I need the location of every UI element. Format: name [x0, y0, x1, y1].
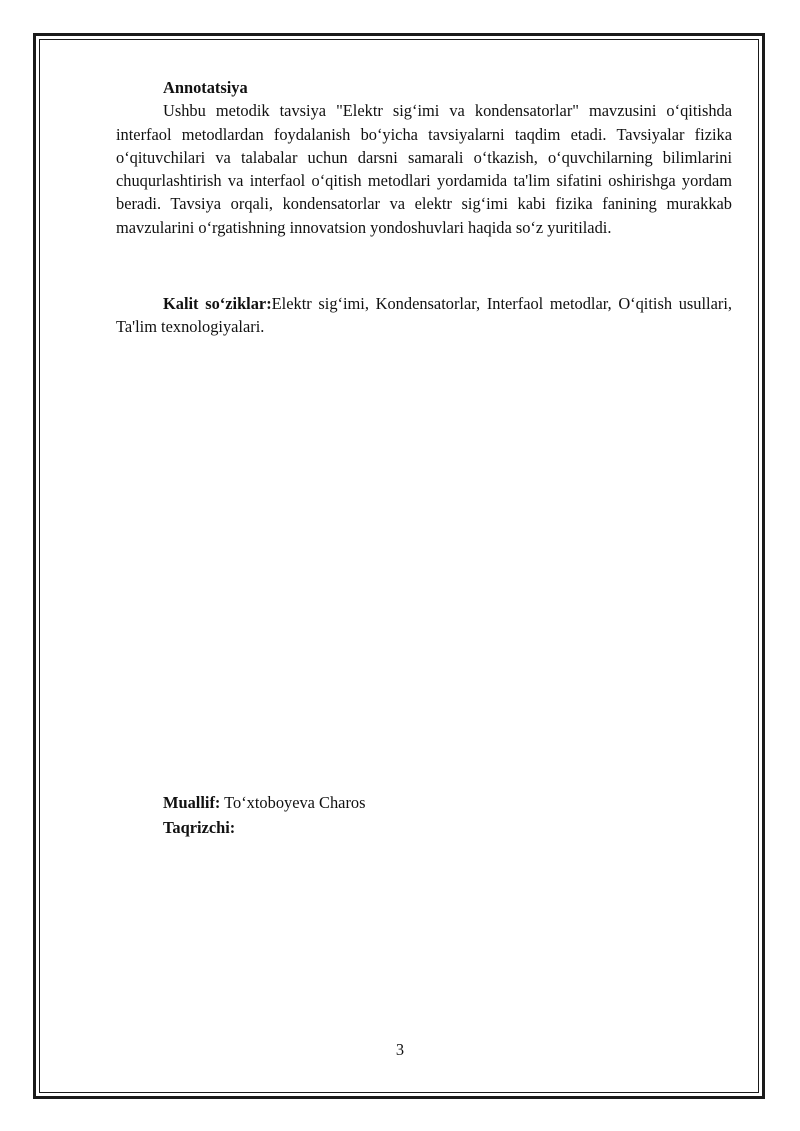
author-name: To‘xtoboyeva Charos	[220, 793, 366, 812]
author-line	[163, 790, 366, 815]
keywords-label: Kalit so‘ziklar:	[163, 294, 272, 313]
annotation-text: Ushbu metodik tavsiya "Elektr sig‘imi va kondensatorlar" mavzusini o‘qitishda interfaol metodlardan foydalanish bo‘yicha tavsiyalarni taqdim etadi. Tavsiyalar fizika o‘qituvchilari va talabalar uchun darsni samarali o‘tkazish, o‘quvchilarning bilimlarini chuqurlashtirish va interfaol o‘qitish metodlari yordamida ta'lim sifatini oshirishga yordam beradi. Tavsiya orqali, kondensatorlar va elektr sig‘imi kabi fizika fanining murakkab mavzularini o‘rgatishning innovatsion yondoshuvlari haqida so‘z yuritiladi.	[116, 101, 732, 237]
reviewer-label: Taqrizchi:	[163, 818, 236, 837]
keywords-text: Elektr sig‘imi, Kondensatorlar, Interfaol metodlar, O‘qitish usullari, Ta'lim texnologiyalari.	[116, 294, 732, 337]
page-number: 3	[395, 1040, 405, 1059]
author-block	[163, 790, 366, 840]
keywords-paragraph	[116, 292, 732, 339]
author-label: Muallif:	[163, 793, 221, 812]
annotation-heading: Annotatsiya	[163, 78, 248, 97]
annotation-section	[116, 76, 732, 337]
